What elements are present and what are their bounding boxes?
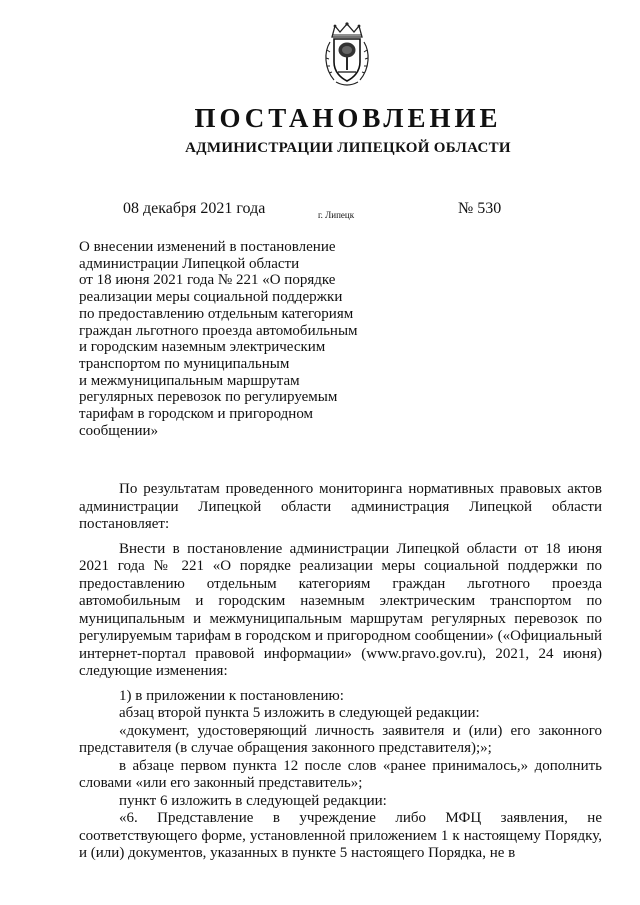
- subject-line: сообщении»: [79, 422, 159, 439]
- body-paragraph: в абзаце первом пункта 12 после слов «ранее принималось,» дополнить словами «или его законный представитель»;: [79, 757, 602, 791]
- subject-line: тарифам в городском и пригородном: [79, 406, 314, 423]
- body-paragraph: 1) в приложении к постановлению:: [119, 687, 344, 704]
- subject-line: администрации Липецкой области: [79, 255, 300, 272]
- body-paragraph: «документ, удостоверяющий личность заявителя и (или) его законного представителя (в случае обращения законного представителя);»;: [79, 722, 602, 756]
- document-body: [79, 481, 602, 863]
- document-city: г. Липецк: [318, 210, 355, 220]
- body-paragraph: пункт 6 изложить в следующей редакции:: [119, 792, 387, 809]
- subject-line: и межмуниципальным маршрутам: [79, 372, 300, 389]
- document-subtitle: АДМИНИСТРАЦИИ ЛИПЕЦКОЙ ОБЛАСТИ: [185, 140, 511, 156]
- document-date: 08 декабря 2021 года: [123, 200, 266, 217]
- subject-line: транспортом по муниципальным: [79, 355, 290, 372]
- body-paragraph: По результатам проведенного мониторинга нормативных правовых актов администрации Липецкой области администрация Липецкой области постановляет:: [79, 481, 602, 532]
- body-paragraph: абзац второй пункта 5 изложить в следующей редакции:: [119, 705, 480, 721]
- document-title: ПОСТАНОВЛЕНИЕ: [194, 103, 502, 133]
- subject-line: и городским наземным электрическим: [79, 339, 326, 356]
- lipetsk-coat-of-arms-icon: [322, 22, 372, 88]
- subject-line: по предоставлению отдельным категориям: [79, 305, 354, 322]
- subject-line: от 18 июня 2021 года № 221 «О порядке: [79, 272, 336, 289]
- subject-line: регулярных перевозок по регулируемым: [79, 389, 338, 406]
- subject-line: реализации меры социальной поддержки: [79, 289, 343, 306]
- document-number: № 530: [458, 200, 502, 217]
- subject-line: О внесении изменений в постановление: [79, 239, 336, 255]
- body-paragraph: «6. Представление в учреждение либо МФЦ заявления, не соответствующего форме, установленной приложением 1 к настоящему Порядку, и (или) документов, указанных в пункте 5 настоящего Порядка, не в: [79, 810, 602, 861]
- document-subject: [79, 239, 379, 439]
- body-paragraph: Внести в постановление администрации Липецкой области от 18 июня 2021 года № 221 «О порядке реализации меры социальной поддержки по предоставлению отдельным категориям граждан льготного проезда автомобильным и городским наземным электрическим транспортом по муниципальным и межмуниципальным маршрутам регулярных перевозок по регулируемым тарифам в городском и пригородном сообщении» («Официальный интернет-портал правовой информации» (www.pravo.gov.ru), 2021, 24 июня) следующие изменения:: [79, 540, 602, 679]
- subject-line: граждан льготного проезда автомобильным: [79, 322, 358, 339]
